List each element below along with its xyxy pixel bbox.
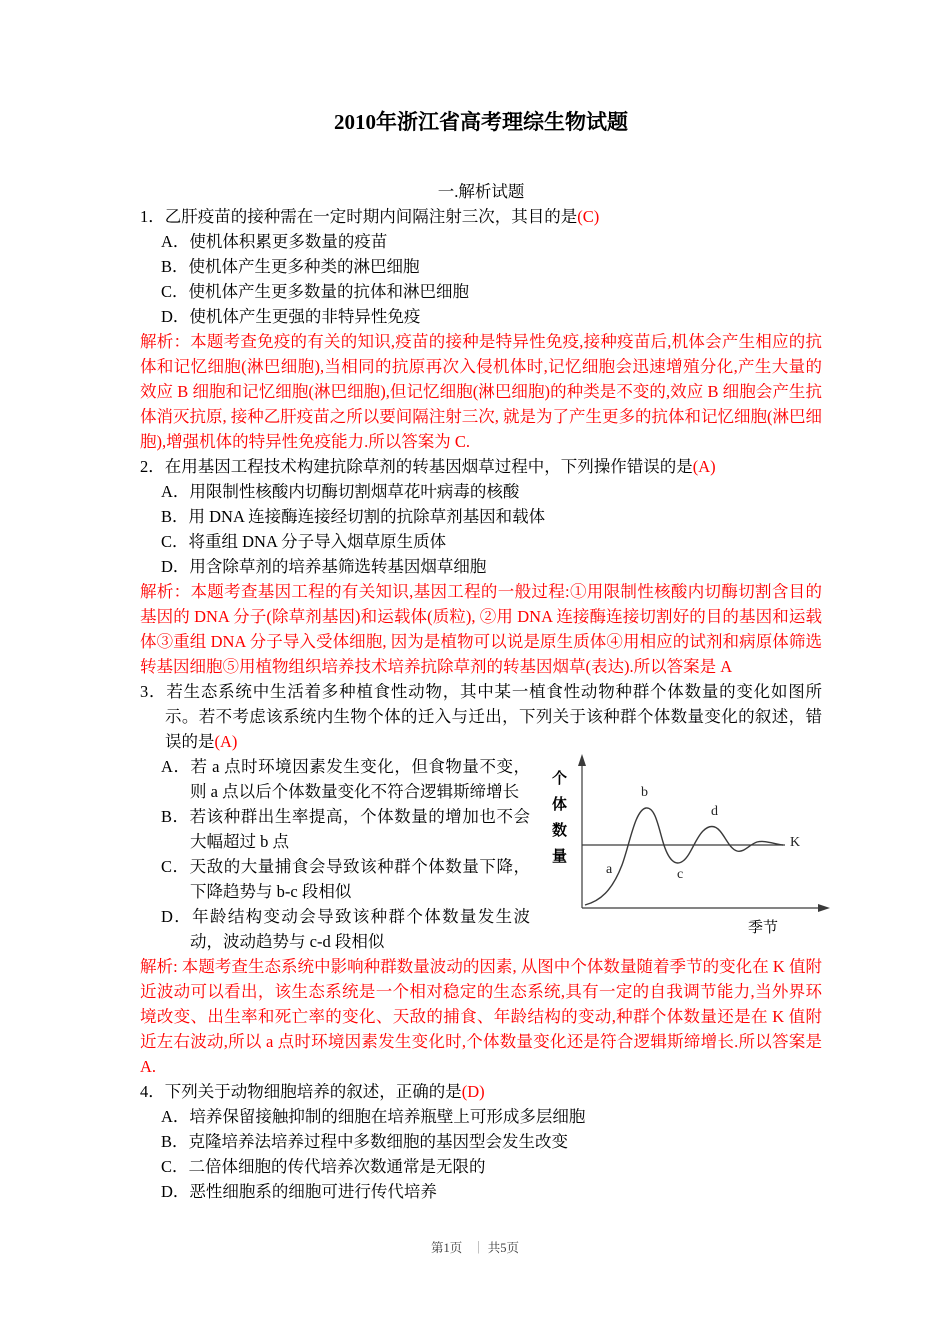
- option-b: B．使机体产生更多种类的淋巴细胞: [161, 257, 420, 276]
- analysis-text: 解析: 本题考查生态系统中影响种群数量波动的因素, 从图中个体数量随着季节的变化在 K 值附近波动可以看出，该生态系统是一个相对稳定的生态系统,具有一定的自我调节能力,当外界环境改变、出生率和死亡率的变化、天敌的捕食、年龄结构的变动,种群个体数量还是在 K 值附近左右波动,所以 a 点时环境因素发生变化时,个体数量变化还是符合逻辑斯缔增长.所以答案是 A.: [140, 957, 822, 1076]
- point-label-d: d: [711, 804, 718, 819]
- question-2: [140, 454, 822, 679]
- y-axis-label: 个体数量: [550, 770, 566, 874]
- page-footer: [0, 1238, 950, 1256]
- footer-page-total: 共5页: [487, 1241, 520, 1255]
- analysis-text: 解析：本题考查免疫的有关的知识,疫苗的接种是特异性免疫,接种疫苗后,机体会产生相应的抗体和记忆细胞(淋巴细胞),当相同的抗原再次入侵机体时,记忆细胞会迅速增殖分化,产生大量的效应 B 细胞和记忆细胞(淋巴细胞),但记忆细胞(淋巴细胞)的种类是不变的,效应 B 细胞会产生抗体消灭抗原, 接种乙肝疫苗之所以要间隔注射三次, 就是为了产生更多的抗体和记忆细胞(淋巴细胞),增强机体的特异性免疫能力.所以答案为 C.: [140, 332, 822, 451]
- point-label-a: a: [606, 862, 613, 877]
- chart-curve: [585, 808, 783, 905]
- page-title: 2010年浙江省高考理综生物试题: [334, 110, 628, 134]
- answer-key: (C): [577, 207, 600, 226]
- question-3: [140, 679, 822, 1079]
- option-b: B．用 DNA 连接酶连接经切割的抗除草剂基因和载体: [161, 507, 546, 526]
- question-number: 3．: [140, 682, 167, 701]
- option-a: A．若 a 点时环境因素发生变化，但食物量不变，则 a 点以后个体数量变化不符合逻辑斯缔增长: [161, 757, 530, 801]
- question-1: [140, 204, 822, 454]
- option-d: D．用含除草剂的培养基筛选转基因烟草细胞: [161, 557, 487, 576]
- footer-page-current: 第1页: [430, 1241, 463, 1255]
- answer-key: (A): [214, 732, 238, 751]
- option-c: C．将重组 DNA 分子导入烟草原生质体: [161, 532, 447, 551]
- question-number: 1．: [140, 207, 165, 226]
- option-c: C．使机体产生更多数量的抗体和淋巴细胞: [161, 282, 470, 301]
- question-number: 2．: [140, 457, 165, 476]
- question-4-stem: [140, 1079, 822, 1104]
- chart-axes: [578, 754, 830, 912]
- question-3-stem: [140, 679, 822, 754]
- point-label-b: b: [641, 785, 648, 800]
- question-1-stem: [140, 204, 822, 229]
- footer-separator: ｜: [472, 1241, 485, 1255]
- question-text: 在用基因工程技术构建抗除草剂的转基因烟草过程中，下列操作错误的是: [164, 457, 693, 476]
- question-2-stem: [140, 454, 822, 479]
- option-d: D．年龄结构变动会导致该种群个体数量发生波动，波动趋势与 c-d 段相似: [161, 907, 530, 951]
- option-c: C．二倍体细胞的传代培养次数通常是无限的: [161, 1157, 486, 1176]
- x-axis-label: 季节: [748, 920, 779, 936]
- question-4: [140, 1079, 822, 1204]
- option-b: B．若该种群出生率提高，个体数量的增加也不会大幅超过 b 点: [161, 807, 530, 851]
- option-a: A．用限制性核酸内切酶切割烟草花叶病毒的核酸: [161, 482, 520, 501]
- question-text: 若生态系统中生活着多种植食性动物，其中某一植食性动物种群个体数量的变化如图所示。若不考虑该系统内生物个体的迁入与迁出，下列关于该种群个体数量变化的叙述，错误的是: [165, 682, 823, 751]
- analysis-text: 解析：本题考查基因工程的有关知识,基因工程的一般过程:①用限制性核酸内切酶切割含目的基因的 DNA 分子(除草剂基因)和运载体(质粒), ②用 DNA 连接酶连接切割好的目的基因和运载体③重组 DNA 分子导入受体细胞, 因为是植物可以说是原生质体④用相应的试剂和病原体筛选转基因细胞⑤用植物组织培养技术培养抗除草剂的转基因烟草(表达).所以答案是 A: [140, 582, 822, 676]
- option-a: A．使机体积累更多数量的疫苗: [161, 232, 388, 251]
- option-d: D．恶性细胞系的细胞可进行传代培养: [161, 1182, 437, 1201]
- option-d: D．使机体产生更强的非特异性免疫: [161, 307, 421, 326]
- section-heading: 一.解析试题: [437, 182, 525, 201]
- population-dynamics-figure: [542, 748, 834, 946]
- option-b: B．克隆培养法培养过程中多数细胞的基因型会发生改变: [161, 1132, 569, 1151]
- question-text: 下列关于动物细胞培养的叙述，正确的是: [164, 1082, 462, 1101]
- answer-key: (D): [461, 1082, 485, 1101]
- option-a: A．培养保留接触抑制的细胞在培养瓶壁上可形成多层细胞: [161, 1107, 586, 1126]
- question-number: 4．: [140, 1082, 165, 1101]
- answer-key: (A): [692, 457, 716, 476]
- question-text: 乙肝疫苗的接种需在一定时期内间隔注射三次，其目的是: [164, 207, 578, 226]
- k-value-label: K: [790, 835, 801, 850]
- point-label-c: c: [677, 867, 684, 882]
- option-c: C．天敌的大量捕食会导致该种群个体数量下降，下降趋势与 b-c 段相似: [161, 857, 530, 901]
